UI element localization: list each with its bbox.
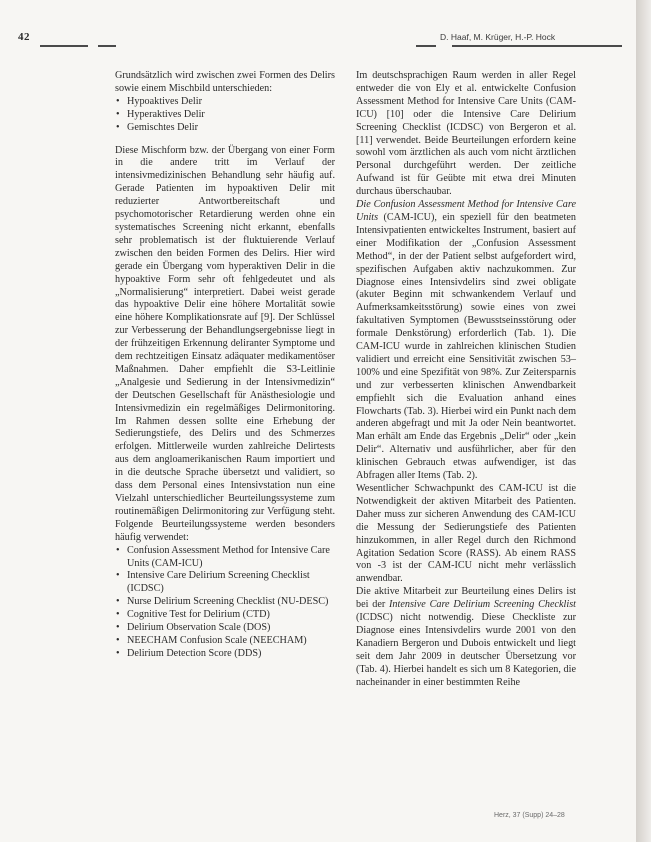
body-paragraph: [356, 199, 576, 483]
list-item: • Hyperaktives Delir: [127, 109, 335, 122]
list-item: • Confusion Assessment Method for Intensive Care Units (CAM-ICU): [127, 545, 335, 571]
body-paragraph: [356, 586, 576, 689]
body-paragraph: Diese Mischform bzw. der Übergang von einer Form in die andere tritt im Verlauf der intensivmedizinischen Behandlung sehr häufig auf. Gerade Patienten im hypoaktiven Delir mit reduzierter Antwortbereitschaft und psychomotorischer Retardierung werden ohne ein systematisches Screening nicht erkannt, ebenfalls sehr problematisch ist der fluktuierende Verlauf zwischen den beiden Formen des Delirs. Hier wird gerade ein Übergang vom hyperaktiven Delir in die hypoaktive Form sehr oft fehlgedeutet und als „Normalisierung“ interpretiert. Dabei weist gerade das hypoaktive Delir eine höhere Mortalität sowie eine höhere Komplikationsrate auf [9]. Der Schlüssel zur Verbesserung der Behandlungsergebnisse liegt in der frühzeitigen Erkennung deliranter Symptome und dem rechtzeitigen Einsatz adäquater medikamentöser Maßnahmen. Daher empfiehlt die S3-Leitlinie „Analgesie und Sedierung in der Intensivmedizin“ der Deutschen Gesellschaft für Anästhesiologie und Intensivmedizin ein regelmäßiges Delirmonitoring. Im Rahmen dessen sollte eine Erhebung der Sedierungstiefe, des Delirs und des Schmerzes erfolgen. Mittlerweile wurden zahlreiche Delirtests aus dem angloamerikanischen Raum importiert und in die deutsche Sprache übersetzt und validiert, so dass dem Personal eines Intensivstation nun eine Vielzahl unterschiedlicher Beurteilungssysteme zum routinemäßigen Delirmonitoring zur Verfügung steht. Folgende Beurteilungssysteme werden besonders häufig verwendet:: [115, 144, 335, 543]
binding-shadow: [636, 0, 651, 842]
italic-term: Intensive Care Delirium Screening Checklist: [389, 599, 576, 611]
page-number: 42: [18, 31, 30, 43]
body-paragraph: Im deutschsprachigen Raum werden in aller Regel entweder die von Ely et al. entwickelte Confusion Assessment Method for Intensive Care Units (CAM-ICU) [10] oder die Intensive Care Delirium Screening Checklist (ICDSC) von Bergeron et al. [11] verwendet. Beide Beurteilungen erfordern keine sowohl vom ärztlichen als auch vom nicht ärztlichen Personal durchgeführt werden. Der zeitliche Aufwand ist für Geübte mit etwa drei Minuten durchaus überschaubar.: [356, 70, 576, 198]
left-column: [115, 70, 335, 661]
paragraph-text: (ICDSC) nicht notwendig. Diese Checkliste zur Diagnose eines Intensivdelirs wurde 2001 von den Kanadiern Bergeron und Dubois entwickelt und liegt seit dem Jahr 2009 in deutscher Übersetzung vor (Tab. 4). Hierbei handelt es sich um 8 Kategorien, die nacheinander in einer bestimmten Reihe: [356, 612, 576, 688]
list-item: • Intensive Care Delirium Screening Checklist (ICDSC): [127, 570, 335, 596]
list-item: • Gemischtes Delir: [127, 122, 335, 135]
list-item: • Cognitive Test for Delirium (CTD): [127, 609, 335, 622]
assessment-tools-list: [115, 545, 335, 661]
right-column: [356, 70, 576, 690]
header-rule: [98, 45, 116, 47]
header-rule: [40, 45, 88, 47]
list-item: • Nurse Delirium Screening Checklist (NU-DESC): [127, 596, 335, 609]
list-item: • Delirium Detection Score (DDS): [127, 648, 335, 661]
body-paragraph: Wesentlicher Schwachpunkt des CAM-ICU ist die Notwendigkeit der aktiven Mitarbeit des Patienten. Daher muss zur sicheren Anwendung des CAM-ICU die Messung der Sedierungstiefe des Patienten hinzukommen, in aller Regel durch den Richmond Agitation Sedation Score (RASS). Ab einem RASS von -3 ist der CAM-ICU nicht mehr verlässlich anwendbar.: [356, 483, 576, 585]
header-rule: [416, 45, 436, 47]
running-head: D. Haaf, M. Krüger, H.-P. Hock: [440, 32, 556, 42]
list-item: • NEECHAM Confusion Scale (NEECHAM): [127, 635, 335, 648]
list-item: • Delirium Observation Scale (DOS): [127, 622, 335, 635]
paragraph-text: Die aktive Mitarbeit zur Beurteilung eines Delirs ist bei der: [356, 586, 576, 611]
paragraph-text: (CAM-ICU), ein speziell für den beatmeten Intensivpatienten entwickeltes Instrument, basiert auf einer Modifikation der „Confusion Assessment Method“, in der der Patient selbst aufgefordert wird, spezifischen Aufgaben aktiv nachzukommen. Zur Diagnose eines Intensivdelirs sind zwei obligate (akuter Beginn mit schwankendem Verlauf und Aufmerksamkeitsstörung) sowie eines von zwei fakultativen Symptomen (Bewusstseinsstörung oder formale Denkstörung) erforderlich (Tab. 1). Die CAM-ICU wurde in zahlreichen klinischen Studien validiert und erreicht eine Sensitivität zwischen 53–100% und eine Spezifität von 98%. Zur Zeitersparnis und zur verbesserten klinischen Anwendbarkeit empfiehlt sich die Evaluation anhand eines Flowcharts (Tab. 3). Hierbei wird ein Punkt nach dem anderen abgefragt und mit Ja oder Nein beantwortet. Man erhält am Ende das Ergebnis „Delir“ oder „kein Delir“. Alternativ und ausführlicher, aber für den klinischen Gebrauch etwas aufwendiger, ist das Abfragen aller Items (Tab. 2).: [356, 211, 576, 482]
list-item: • Hypoaktives Delir: [127, 96, 335, 109]
delir-forms-list: [115, 96, 335, 135]
page-footer: Herz, 37 (Supp) 24–28: [494, 812, 565, 819]
header-rule: [452, 45, 622, 47]
italic-term: Die Confusion Assessment Method for Intensive Care Units: [356, 199, 576, 223]
intro-paragraph: Grundsätzlich wird zwischen zwei Formen des Delirs sowie einem Mischbild unterschieden:: [115, 70, 335, 94]
